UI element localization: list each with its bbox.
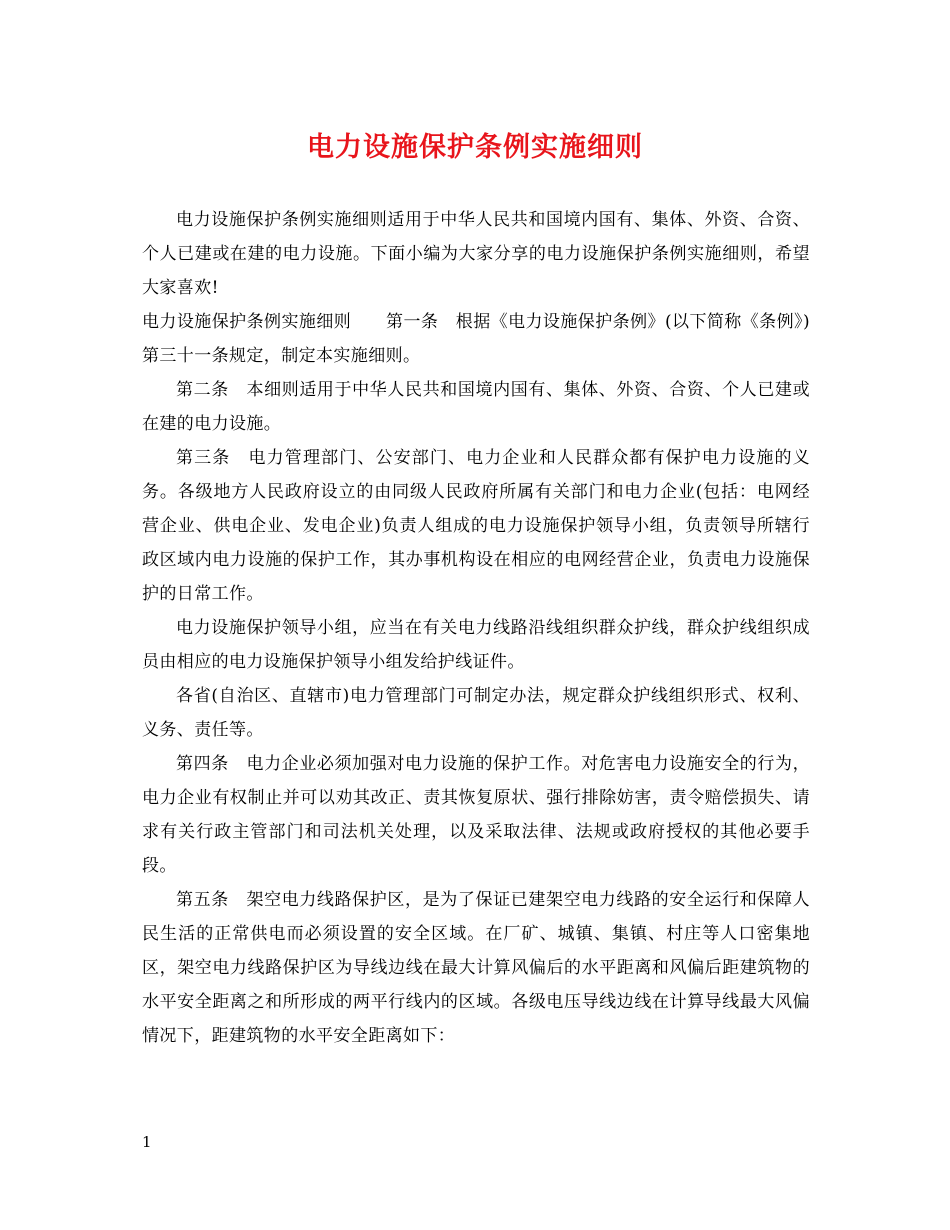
document-body [142,203,810,1053]
paragraph-article-2: 第二条 本细则适用于中华人民共和国境内国有、集体、外资、合资、个人已建或在建的电力设施。 [142,380,810,434]
page-number: 1 [142,1133,152,1151]
paragraph-article-3-provinces: 各省(自治区、直辖市)电力管理部门可制定办法，规定群众护线组织形式、权利、义务、责任等。 [142,686,810,740]
paragraph-article-3: 第三条 电力管理部门、公安部门、电力企业和人民群众都有保护电力设施的义务。各级地方人民政府设立的由同级人民政府所属有关部门和电力企业(包括：电网经营企业、供电企业、发电企业)负责人组成的电力设施保护领导小组，负责领导所辖行政区域内电力设施的保护工作，其办事机构设在相应的电网经营企业，负责电力设施保护的日常工作。 [142,448,810,604]
paragraph-article-3-patrol: 电力设施保护领导小组，应当在有关电力线路沿线组织群众护线，群众护线组织成员由相应的电力设施保护领导小组发给护线证件。 [142,618,810,672]
document-title: 电力设施保护条例实施细则 [307,132,643,163]
paragraph-article-4: 第四条 电力企业必须加强对电力设施的保护工作。对危害电力设施安全的行为，电力企业有权制止并可以劝其改正、责其恢复原状、强行排除妨害，责令赔偿损失、请求有关行政主管部门和司法机关处理，以及采取法律、法规或政府授权的其他必要手段。 [142,754,810,876]
paragraph-article-5: 第五条 架空电力线路保护区，是为了保证已建架空电力线路的安全运行和保障人民生活的正常供电而必须设置的安全区域。在厂矿、城镇、集镇、村庄等人口密集地区，架空电力线路保护区为导线边线在最大计算风偏后的水平距离和风偏后距建筑物的水平安全距离之和所形成的两平行线内的区域。各级电压导线边线在计算导线最大风偏情况下，距建筑物的水平安全距离如下： [142,890,810,1046]
paragraph-article-1: 电力设施保护条例实施细则 第一条 根据《电力设施保护条例》(以下简称《条例》)第三十一条规定，制定本实施细则。 [142,312,810,366]
paragraph-intro: 电力设施保护条例实施细则适用于中华人民共和国境内国有、集体、外资、合资、个人已建或在建的电力设施。下面小编为大家分享的电力设施保护条例实施细则，希望大家喜欢! [142,210,810,298]
